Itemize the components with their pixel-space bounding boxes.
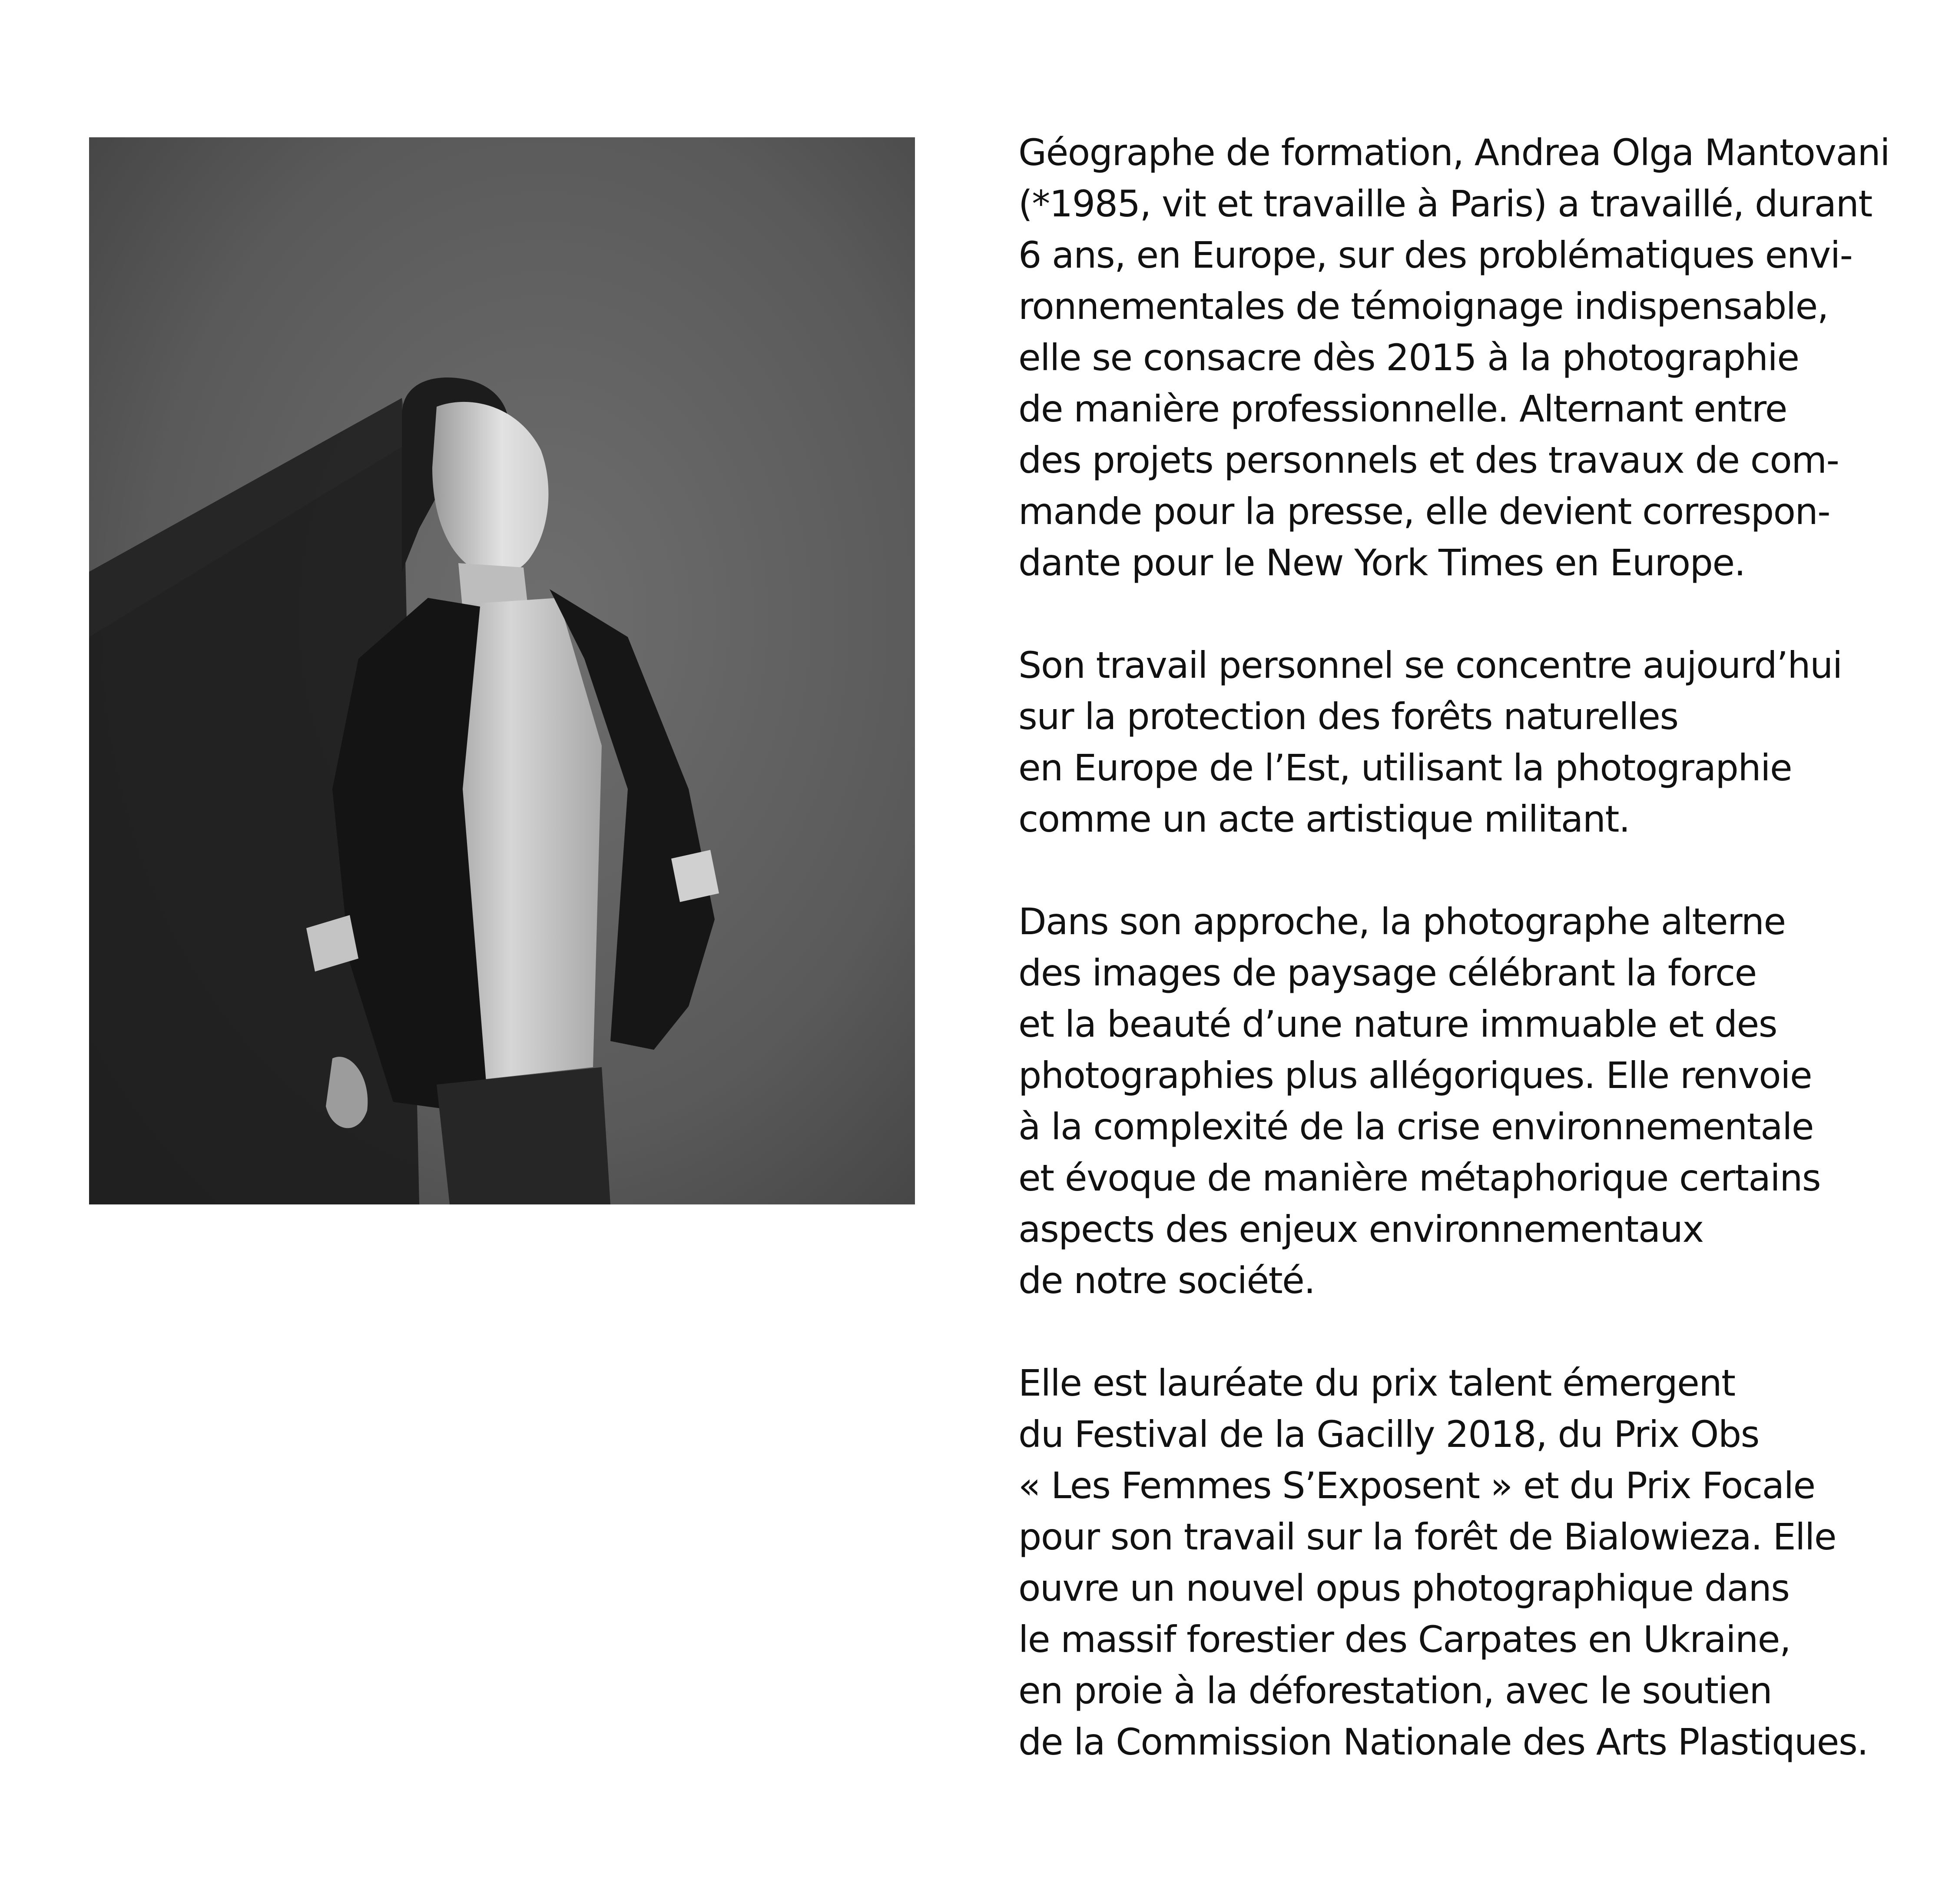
text-line: elle se consacre dès 2015 à la photographie (1018, 336, 1799, 379)
text-line: Géographe de formation, Andrea Olga Mantovani (1018, 131, 1890, 174)
text-line: photographies plus allégoriques. Elle renvoie (1018, 1054, 1812, 1097)
text-line: mande pour la presse, elle devient correspon- (1018, 490, 1830, 533)
text-line: à la complexité de la crise environnementale (1018, 1105, 1814, 1148)
text-line: des projets personnels et des travaux de com- (1018, 439, 1839, 481)
text-line: de notre société. (1018, 1259, 1315, 1302)
text-line: Dans son approche, la photographe alterne (1018, 900, 1786, 943)
text-line: le massif forestier des Carpates en Ukraine, (1018, 1618, 1791, 1661)
text-line: « Les Femmes S’Exposent » et du Prix Focale (1018, 1464, 1815, 1507)
text-line: (*1985, vit et travaille à Paris) a travaillé, durant (1018, 182, 1872, 225)
text-line: en Europe de l’Est, utilisant la photographie (1018, 746, 1792, 789)
biography-text (1018, 127, 1890, 1768)
paragraph-2 (1018, 640, 1866, 845)
portrait-image (89, 137, 915, 1204)
jeans (437, 1067, 610, 1204)
paragraph-1 (1018, 127, 1890, 588)
paragraph-3 (1018, 896, 1866, 1306)
shirt-cuff-right (671, 850, 719, 902)
text-line: Elle est lauréate du prix talent émergent (1018, 1362, 1735, 1404)
text-line: de la Commission Nationale des Arts Plastiques. (1018, 1721, 1868, 1763)
text-line: pour son travail sur la forêt de Bialowieza. Elle (1018, 1516, 1836, 1558)
text-line: et évoque de manière métaphorique certains (1018, 1157, 1821, 1199)
text-line: dante pour le New York Times en Europe. (1018, 541, 1745, 584)
text-line: comme un acte artistique militant. (1018, 798, 1630, 840)
text-line: ouvre un nouvel opus photographique dans (1018, 1567, 1790, 1609)
text-line: 6 ans, en Europe, sur des problématiques envi- (1018, 234, 1853, 276)
text-line: du Festival de la Gacilly 2018, du Prix Obs (1018, 1413, 1759, 1456)
text-line: aspects des enjeux environnementaux (1018, 1208, 1703, 1251)
text-line: sur la protection des forêts naturelles (1018, 695, 1678, 738)
portrait-photo (89, 137, 915, 1204)
text-line: ronnementales de témoignage indispensable, (1018, 285, 1828, 328)
text-line: Son travail personnel se concentre aujourd’hui (1018, 644, 1842, 687)
text-line: et la beauté d’une nature immuable et des (1018, 1003, 1777, 1045)
text-line: des images de paysage célébrant la force (1018, 952, 1756, 994)
text-line: en proie à la déforestation, avec le soutien (1018, 1669, 1772, 1712)
paragraph-4 (1018, 1357, 1866, 1768)
text-line: de manière professionnelle. Alternant entre (1018, 388, 1787, 430)
